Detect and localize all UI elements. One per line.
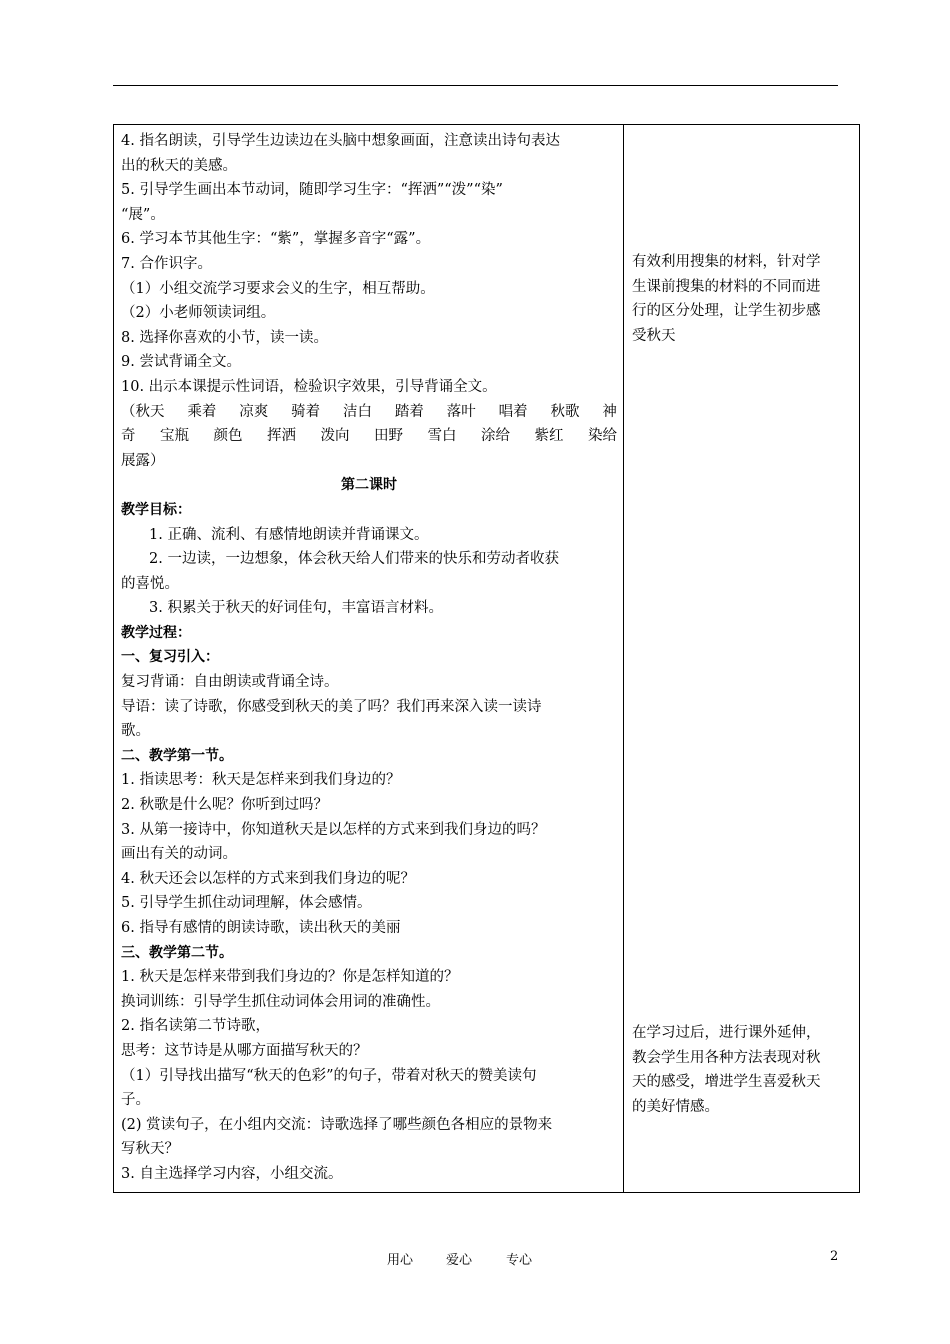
goal-line: 2. 一边读，一边想象，体会秋天给人们带来的快乐和劳动者收获 xyxy=(149,551,559,568)
content-line: 歌。 xyxy=(121,723,150,740)
word-row xyxy=(121,400,617,425)
content-line: “展”。 xyxy=(121,206,165,223)
content-line: 换词训练：引导学生抓住动词体会用词的准确性。 xyxy=(121,993,440,1010)
content-line: 7. 合作识字。 xyxy=(121,255,212,272)
footer-word: 专心 xyxy=(506,1253,533,1268)
goal-line: 3. 积累关于秋天的好词佳句，丰富语言材料。 xyxy=(149,600,443,617)
content-line: 3. 自主选择学习内容，小组交流。 xyxy=(121,1165,343,1182)
note-line: 生课前搜集的材料的不同而进 xyxy=(632,278,821,295)
content-line: 画出有关的动词。 xyxy=(121,846,237,863)
section-title: 第二课时 xyxy=(341,477,397,494)
lesson-content xyxy=(121,129,617,1187)
goal-line: 的喜悦。 xyxy=(121,575,179,592)
content-line: 5. 引导学生画出本节动词，随即学习生字：“挥洒”“泼”“染” xyxy=(121,182,503,199)
word: 唱着 xyxy=(498,403,528,420)
content-line: 2. 指名读第二节诗歌， xyxy=(121,1018,270,1035)
content-line: 展露） xyxy=(121,452,165,469)
word: 田野 xyxy=(374,428,403,445)
page-number: 2 xyxy=(830,1249,839,1264)
content-line: 9. 尝试背诵全文。 xyxy=(121,354,241,371)
design-note-2 xyxy=(632,1021,854,1119)
content-line: 导语：读了诗歌，你感受到秋天的美了吗？我们再来深入读一读诗 xyxy=(121,698,542,715)
note-line: 教会学生用各种方法表现对秋 xyxy=(632,1049,821,1066)
process-heading: 教学过程： xyxy=(121,624,191,641)
word: 踏着 xyxy=(394,403,424,420)
content-line: 6. 学习本节其他生字：“紫”，掌握多音字“露”。 xyxy=(121,231,431,248)
content-line: 1. 指读思考：秋天是怎样来到我们身边的？ xyxy=(121,772,401,789)
content-line: 3. 从第一接诗中，你知道秋天是以怎样的方式来到我们身边的吗？ xyxy=(121,821,546,838)
word: （秋天 xyxy=(121,403,165,420)
note-line: 行的区分处理，让学生初步感 xyxy=(632,303,821,320)
content-line: 出的秋天的美感。 xyxy=(121,157,237,174)
content-line: 6. 指导有感情的朗读诗歌，读出秋天的美丽 xyxy=(121,920,401,936)
footer-word: 用心 xyxy=(387,1253,414,1268)
content-line: 10. 出示本课提示性词语，检验识字效果，引导背诵全文。 xyxy=(121,378,497,395)
word-row xyxy=(121,424,617,449)
content-line: （1）引导找出描写“秋天的色彩”的句子，带着对秋天的赞美读句 xyxy=(121,1067,537,1084)
word: 紫红 xyxy=(534,428,564,445)
word: 奇 xyxy=(121,428,136,445)
word: 洁白 xyxy=(343,403,372,420)
content-line: 4. 指名朗读，引导学生边读边在头脑中想象画面，注意读出诗句表达 xyxy=(121,133,560,149)
content-line: 复习背诵：自由朗读或背诵全诗。 xyxy=(121,674,339,691)
word: 神 xyxy=(602,403,617,420)
word: 染给 xyxy=(588,428,617,445)
note-line: 有效利用搜集的材料，针对学 xyxy=(632,254,821,270)
content-line: (2) 赏读句子，在小组内交流：诗歌选择了哪些颜色各相应的景物来 xyxy=(121,1116,553,1133)
content-line: 思考：这节诗是从哪方面描写秋天的？ xyxy=(121,1042,368,1059)
word: 颜色 xyxy=(213,428,243,445)
word: 宝瓶 xyxy=(160,428,189,445)
content-line: （2）小老师领读词组。 xyxy=(121,305,276,322)
part2-heading: 二、教学第一节。 xyxy=(121,747,233,764)
word: 骑着 xyxy=(291,403,321,420)
content-line: 写秋天？ xyxy=(121,1141,179,1158)
note-line: 在学习过后，进行课外延伸， xyxy=(632,1025,821,1041)
content-line: 2. 秋歌是什么呢？你听到过吗？ xyxy=(121,797,328,814)
goal-line: 1. 正确、流利、有感情地朗读并背诵课文。 xyxy=(149,526,429,543)
word: 雪白 xyxy=(427,428,457,445)
part1-heading: 一、复习引入： xyxy=(121,649,219,666)
word: 凉爽 xyxy=(239,403,269,420)
content-line: 8. 选择你喜欢的小节，读一读。 xyxy=(121,329,328,346)
lesson-table xyxy=(113,124,860,1193)
word: 秋歌 xyxy=(550,403,580,420)
goals-heading: 教学目标： xyxy=(121,501,191,518)
content-line: 子。 xyxy=(121,1092,150,1109)
note-line: 的美好情感。 xyxy=(632,1098,719,1115)
design-note-1 xyxy=(632,250,854,348)
content-line: （1）小组交流学习要求会义的生字，相互帮助。 xyxy=(121,280,435,297)
word: 涂给 xyxy=(481,428,510,445)
content-line: 5. 引导学生抓住动词理解，体会感情。 xyxy=(121,895,372,912)
column-divider xyxy=(623,125,624,1192)
part3-heading: 三、教学第二节。 xyxy=(121,944,233,961)
header-rule xyxy=(113,85,838,86)
note-line: 天的感受，增进学生喜爱秋天 xyxy=(632,1074,821,1091)
word: 泼向 xyxy=(320,428,350,445)
content-line: 1. 秋天是怎样来带到我们身边的？你是怎样知道的？ xyxy=(121,969,459,986)
word: 乘着 xyxy=(187,403,217,420)
content-line: 4. 秋天还会以怎样的方式来到我们身边的呢？ xyxy=(121,870,415,887)
word: 落叶 xyxy=(446,403,476,420)
note-line: 受秋天 xyxy=(632,327,676,344)
word: 挥洒 xyxy=(267,428,296,445)
footer-word: 爱心 xyxy=(446,1253,473,1268)
